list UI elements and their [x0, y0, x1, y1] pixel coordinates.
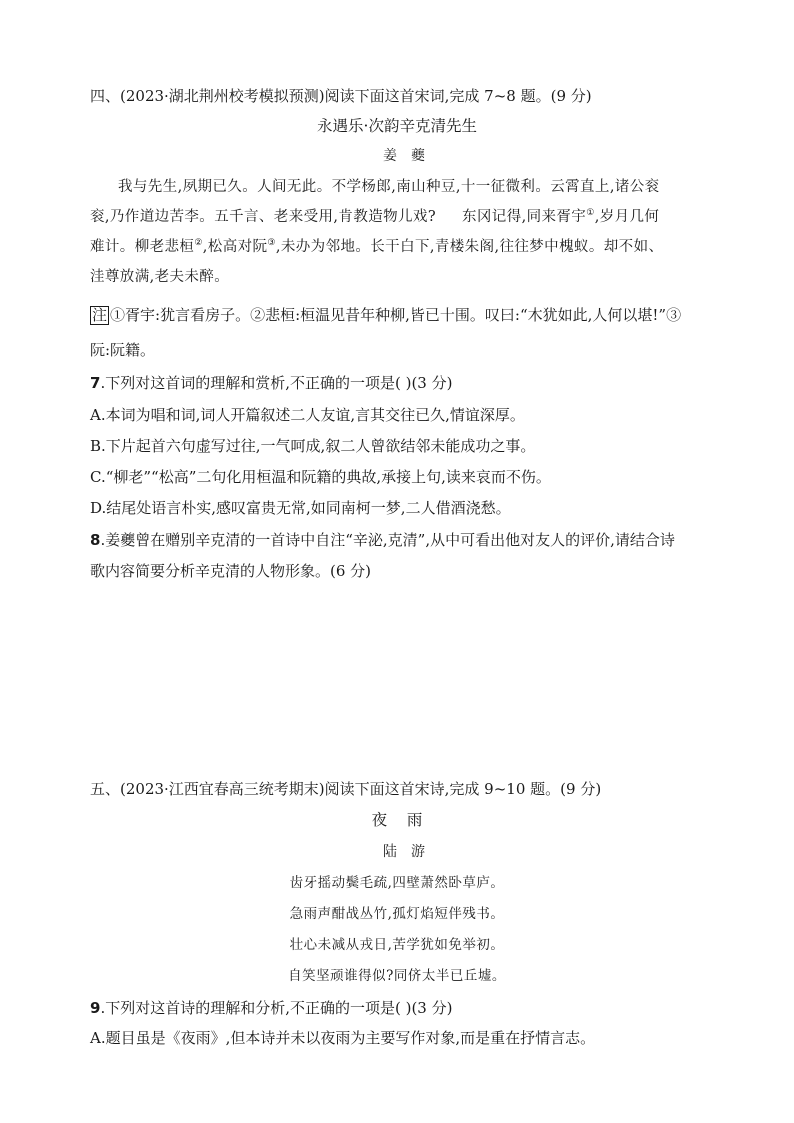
q9-stem-text: .下列对这首诗的理解和分析,不正确的一项是( )(3 分) [100, 999, 453, 1017]
q7-option-d: D.结尾处语言朴实,感叹富贵无常,如同南柯一梦,二人借酒浇愁。 [90, 499, 511, 517]
poem-line-2: 急雨声酣战丛竹,孤灯焰短伴残书。 [289, 906, 505, 922]
ci-line-3c: ,未办为邻地。长干白下,青楼朱阁,往往梦中槐蚁。却不如、 [275, 239, 664, 255]
q7-option-b: B.下片起首六句虚写过往,一气呵成,叙二人曾欲结邻未能成功之事。 [90, 437, 536, 455]
poem-line-3: 壮心未减从戎日,苦学犹如免举初。 [289, 937, 505, 953]
poem-line-4: 自笑坚顽谁得似?同侪太半已丘墟。 [288, 968, 506, 984]
ci-line-4: 洼尊放满,老夫未醉。 [90, 269, 230, 285]
ci-line-2 [90, 207, 659, 227]
ci-line-2c: ,岁月几何 [594, 209, 660, 225]
section5-poem-title: 夜 雨 [371, 811, 423, 829]
section5-author: 陆游 [383, 844, 439, 860]
ci-line-1: 我与先生,夙期已久。人间无此。不学杨郎,南山种豆,十一征微利。云霄直上,诸公衮 [118, 179, 660, 195]
q8-stem-line-1 [90, 530, 675, 550]
notes-line-2: 阮:阮籍。 [90, 341, 156, 359]
q9-option-a: A.题目虽是《夜雨》,但本诗并未以夜雨为主要写作对象,而是重在抒情言志。 [90, 1029, 596, 1047]
ci-line-3a: 难计。柳老悲桓 [90, 239, 195, 255]
footnote-mark-3: ③ [267, 238, 276, 249]
q9-number: 9 [90, 999, 101, 1017]
ci-line-3 [90, 237, 663, 257]
footnote-mark-2: ② [194, 238, 203, 249]
q8-stem-text: .姜夔曾在赠别辛克清的一首诗中自注“辛泌,克清”,从中可看出他对友人的评价,请结合诗 [100, 531, 675, 549]
q8-stem-line-2: 歌内容简要分析辛克清的人物形象。(6 分) [90, 562, 372, 580]
poem-line-1: 齿牙摇动鬓毛疏,四壁萧然卧草庐。 [289, 875, 505, 891]
q9-stem [90, 998, 452, 1018]
notes-line-1 [90, 305, 681, 325]
footnote-mark-1: ① [586, 208, 595, 219]
q8-number: 8 [90, 531, 101, 549]
q7-stem [90, 373, 452, 393]
q7-option-a: A.本词为唱和词,词人开篇叙述二人友谊,言其交往已久,情谊深厚。 [90, 406, 525, 424]
section4-poem-title: 永遇乐·次韵辛克清先生 [317, 117, 477, 135]
ci-line-2a: 衮,乃作道边苦李。五千言、老来受用,肯教造物儿戏? [90, 209, 436, 225]
note-mark: 注 [92, 306, 108, 324]
q7-option-c: C.“柳老”“松高”二句化用桓温和阮籍的典故,承接上句,读来哀而不伤。 [90, 468, 551, 486]
q7-stem-text: .下列对这首词的理解和赏析,不正确的一项是( )(3 分) [100, 374, 453, 392]
ci-line-2b: 东冈记得,同来胥宇 [462, 209, 587, 225]
section4-author: 姜夔 [383, 148, 439, 164]
section4-header: 四、(2023·湖北荆州校考模拟预测)阅读下面这首宋词,完成 7~8 题。(9 分) [90, 87, 592, 105]
ci-line-3b: ,松高对阮 [202, 239, 268, 255]
q7-number: 7 [90, 374, 101, 392]
notes-text-1: ①胥宇:犹言看房子。②悲桓:桓温见昔年种柳,皆已十围。叹曰:“木犹如此,人何以堪!”③ [110, 306, 682, 324]
section5-header: 五、(2023·江西宜春高三统考期末)阅读下面这首宋诗,完成 9~10 题。(9 分) [90, 780, 602, 798]
